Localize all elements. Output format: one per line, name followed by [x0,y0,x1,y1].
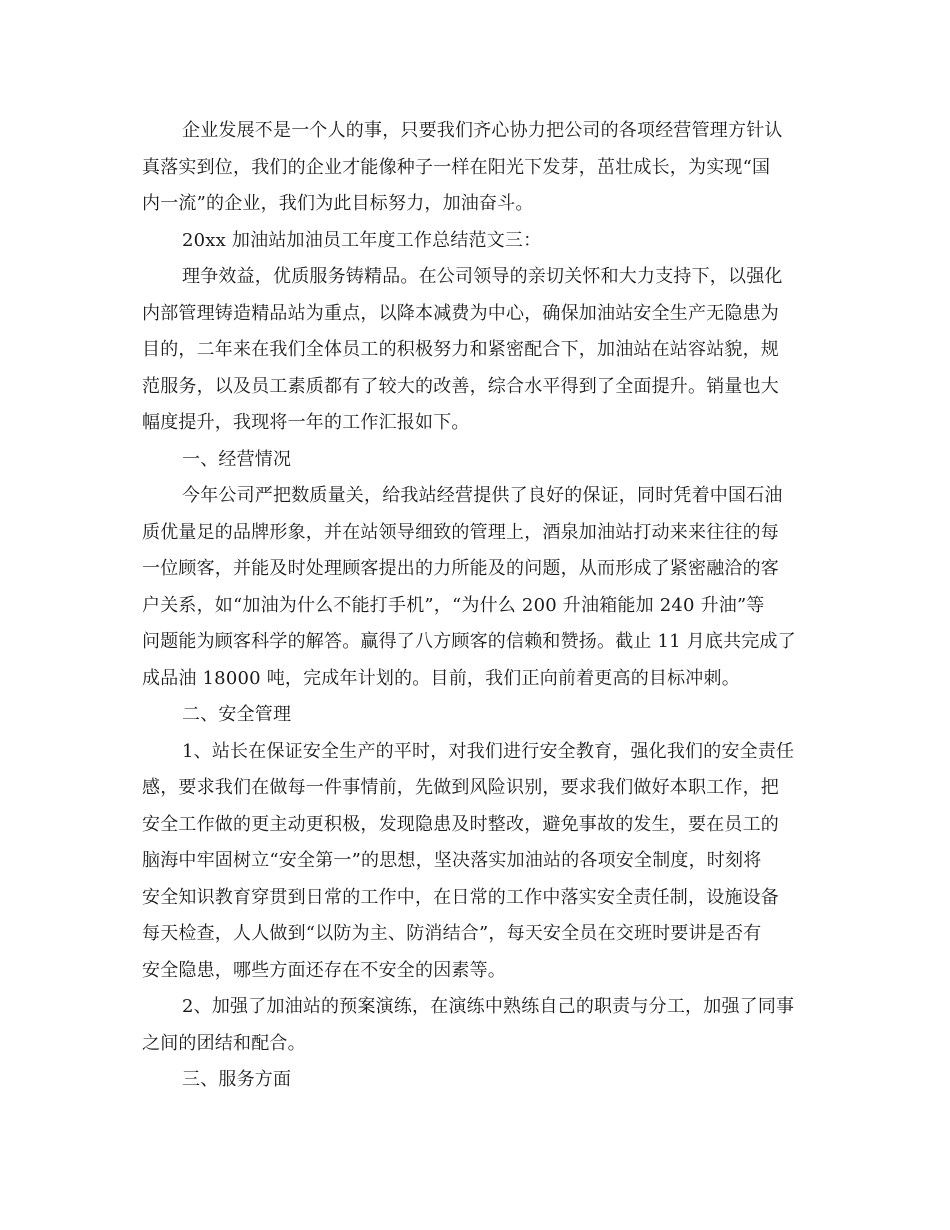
text-line: 问题能为顾客科学的解答。赢得了八方顾客的信赖和赞扬。截止 11 月底共完成了 [142,631,796,652]
text-line: 户关系，如“加油为什么不能打手机”，“为什么 200 升油箱能加 240 升油”等 [142,594,765,616]
text-line: 成品油 18000 吨，完成年计划的。目前，我们正向前着更高的目标冲刺。 [142,667,740,689]
section-heading: 三、服务方面 [182,1069,292,1090]
text-line: 企业发展不是一个人的事，只要我们齐心协力把公司的各项经营管理方针认 [182,120,783,141]
text-line: 安全知识教育穿贯到日常的工作中，在日常的工作中落实安全责任制，设施设备 [142,886,779,908]
text-line: 脑海中牢固树立“安全第一”的思想，坚决落实加油站的各项安全制度，时刻将 [142,850,762,871]
text-line: 今年公司严把数质量关，给我站经营提供了良好的保证，同时凭着中国石油 [182,485,783,506]
text-line: 内部管理铸造精品站为重点，以降本减费为中心，确保加油站安全生产无隐患为 [142,302,779,324]
text-line: 理争效益，优质服务铸精品。在公司领导的亲切关怀和大力支持下，以强化 [182,266,783,287]
text-line: 范服务，以及员工素质都有了较大的改善，综合水平得到了全面提升。销量也大 [142,375,779,397]
text-line: 真落实到位，我们的企业才能像种子一样在阳光下发芽，茁壮成长，为实现“国 [142,156,771,178]
text-line: 感，要求我们在做每一件事情前，先做到风险识别，要求我们做好本职工作，把 [142,777,779,798]
text-line: 幅度提升，我现将一年的工作汇报如下。 [142,412,470,433]
text-line: 一位顾客，并能及时处理顾客提出的力所能及的问题，从而形成了紧密融洽的客 [142,558,779,579]
section-heading: 一、经营情况 [182,448,292,470]
text-line: 安全隐患，哪些方面还存在不安全的因素等。 [142,959,506,981]
text-line: 之间的团结和配合。 [142,1032,306,1054]
text-line: 每天检查，人人做到“以防为主、防消结合”，每天安全员在交班时要讲是否有 [142,923,762,944]
text-line: 质优量足的品牌形象，并在站领导细致的管理上，酒泉加油站打动来来往往的每 [142,521,779,543]
document-body [142,113,806,1099]
text-line: 内一流”的企业，我们为此目标努力，加油奋斗。 [142,193,534,214]
text-line: 目的，二年来在我们全体员工的积极努力和紧密配合下，加油站在站容站貌，规 [142,339,779,360]
section-heading: 二、安全管理 [182,704,292,725]
text-line: 1、站长在保证安全生产的平时，对我们进行安全教育，强化我们的安全责任 [182,740,795,762]
text-line: 安全工作做的更主动更积极，发现隐患及时整改，避免事故的发生，要在员工的 [142,813,779,835]
text-line: 2、加强了加油站的预案演练，在演练中熟练自己的职责与分工，加强了同事 [182,996,795,1017]
section-heading: 20xx 加油站加油员工年度工作总结范文三： [182,229,542,251]
